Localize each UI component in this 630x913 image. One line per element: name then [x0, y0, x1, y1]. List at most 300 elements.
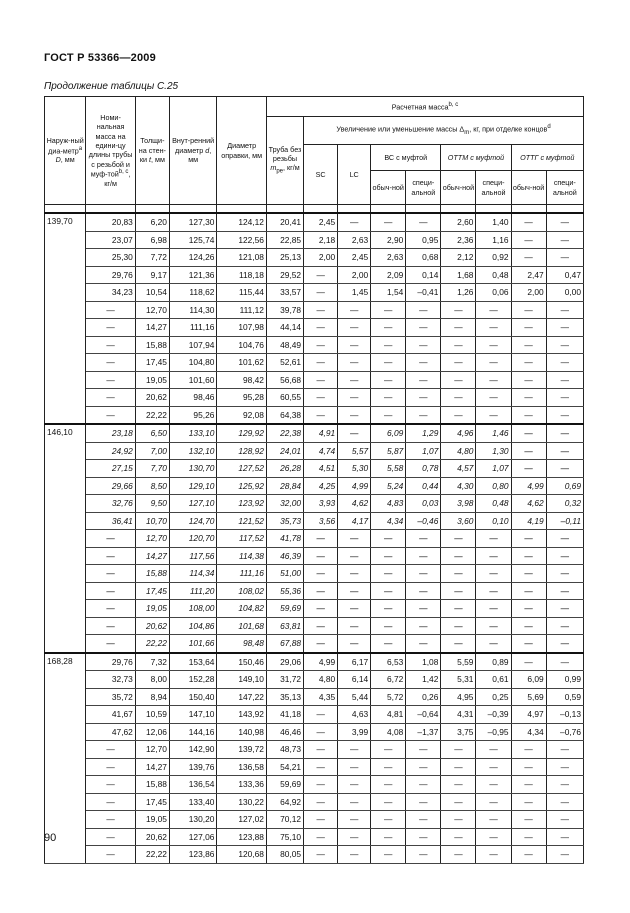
table-cell: 133,40 [169, 793, 216, 811]
table-cell: — [546, 635, 583, 653]
table-row [45, 266, 584, 284]
table-head [45, 97, 584, 214]
table-cell: 1,07 [406, 442, 441, 460]
table-cell: — [338, 828, 371, 846]
table-cell: 3,56 [304, 512, 338, 530]
table-cell: 111,16 [217, 565, 267, 583]
table-cell: — [476, 371, 511, 389]
table-cell: 1,46 [476, 424, 511, 442]
page-number: 90 [44, 832, 57, 844]
table-cell: — [546, 389, 583, 407]
head-ottg-special: специ-альной [546, 171, 583, 205]
table-cell: 111,12 [217, 301, 267, 319]
table-row [45, 389, 584, 407]
table-cell: — [511, 635, 546, 653]
table-cell: 64,92 [266, 793, 303, 811]
table-cell: — [86, 793, 136, 811]
table-cell: 2,63 [371, 249, 406, 267]
table-row [45, 301, 584, 319]
table-cell: — [406, 811, 441, 829]
table-cell: 127,52 [217, 460, 267, 478]
table-cell: — [304, 301, 338, 319]
table-cell: — [86, 301, 136, 319]
table-cell: 0,47 [546, 266, 583, 284]
table-cell: 150,40 [169, 688, 216, 706]
table-cell: 0,14 [406, 266, 441, 284]
table-cell: — [371, 793, 406, 811]
table-cell: 123,92 [217, 495, 267, 513]
table-cell: — [338, 846, 371, 864]
table-cell: — [511, 811, 546, 829]
table-cell: 4,35 [304, 688, 338, 706]
table-cell: — [441, 371, 476, 389]
table-cell: — [511, 741, 546, 759]
table-cell: 41,78 [266, 530, 303, 548]
table-cell: — [338, 811, 371, 829]
table-cell: 95,28 [217, 389, 267, 407]
table-cell: — [86, 600, 136, 618]
table-cell: 133,10 [169, 424, 216, 442]
table-cell: 5,44 [338, 688, 371, 706]
table-cell: 130,22 [217, 793, 267, 811]
table-cell: –0,39 [476, 706, 511, 724]
table-cell: 70,12 [266, 811, 303, 829]
table-cell: 128,92 [217, 442, 267, 460]
table-cell: — [546, 547, 583, 565]
table-cell: — [546, 442, 583, 460]
table-cell: — [546, 600, 583, 618]
table-cell: 104,80 [169, 354, 216, 372]
table-cell: 129,10 [169, 477, 216, 495]
table-cell: — [441, 354, 476, 372]
table-cell: 8,50 [135, 477, 169, 495]
table-cell: 1,16 [476, 231, 511, 249]
table-cell: 4,19 [511, 512, 546, 530]
table-cell: 124,12 [217, 213, 267, 231]
table-cell: 8,94 [135, 688, 169, 706]
table-cell: 6,72 [371, 671, 406, 689]
head-bc-regular: обыч-ной [371, 171, 406, 205]
table-cell: — [406, 336, 441, 354]
table-cell: — [546, 793, 583, 811]
table-cell: 6,50 [135, 424, 169, 442]
table-cell: — [476, 354, 511, 372]
table-cell: 1,40 [476, 213, 511, 231]
table-cell: — [441, 776, 476, 794]
table-cell: — [546, 530, 583, 548]
table-cell: — [338, 336, 371, 354]
table-cell: — [511, 424, 546, 442]
table-cell: — [338, 776, 371, 794]
table-cell: — [304, 793, 338, 811]
table-cell: 144,16 [169, 723, 216, 741]
table-row [45, 671, 584, 689]
table-cell: 125,92 [217, 477, 267, 495]
table-cell: 133,36 [217, 776, 267, 794]
table-cell: 147,22 [217, 688, 267, 706]
table-cell: — [476, 319, 511, 337]
table-row [45, 213, 584, 231]
table-cell: 127,10 [169, 495, 216, 513]
table-cell: 7,32 [135, 653, 169, 671]
table-cell: 6,98 [135, 231, 169, 249]
table-cell: 15,88 [135, 336, 169, 354]
table-cell: 0,92 [476, 249, 511, 267]
table-cell: — [511, 565, 546, 583]
table-cell: — [86, 406, 136, 424]
table-row [45, 793, 584, 811]
table-cell: 108,00 [169, 600, 216, 618]
table-cell: 22,22 [135, 406, 169, 424]
table-cell: 0,48 [476, 495, 511, 513]
table-cell: — [441, 336, 476, 354]
table-cell: –0,76 [546, 723, 583, 741]
table-cell: 19,05 [135, 371, 169, 389]
table-cell: — [86, 617, 136, 635]
table-cell: 108,02 [217, 582, 267, 600]
table-cell: — [546, 846, 583, 864]
table-cell: — [338, 600, 371, 618]
table-cell: 114,34 [169, 565, 216, 583]
table-cell: 32,00 [266, 495, 303, 513]
table-row [45, 284, 584, 302]
table-cell: 95,26 [169, 406, 216, 424]
table-cell: — [338, 371, 371, 389]
table-cell: 121,36 [169, 266, 216, 284]
table-cell: 25,13 [266, 249, 303, 267]
table-cell: 8,00 [135, 671, 169, 689]
table-cell: 4,17 [338, 512, 371, 530]
table-cell: — [304, 600, 338, 618]
table-cell: — [304, 828, 338, 846]
table-cell: 0,03 [406, 495, 441, 513]
table-cell: 54,21 [266, 758, 303, 776]
table-cell: — [476, 776, 511, 794]
table-cell: — [338, 547, 371, 565]
table-cell: — [441, 389, 476, 407]
table-cell: 2,45 [304, 213, 338, 231]
table-cell: 7,72 [135, 249, 169, 267]
table-row [45, 460, 584, 478]
table-cell: — [406, 354, 441, 372]
table-cell: — [371, 741, 406, 759]
table-cell: — [511, 442, 546, 460]
table-cell: 0,99 [546, 671, 583, 689]
table-cell: — [338, 424, 371, 442]
table-cell: 1,30 [476, 442, 511, 460]
table-cell: — [476, 741, 511, 759]
table-cell: 4,08 [371, 723, 406, 741]
table-cell: 0,00 [546, 284, 583, 302]
table-cell: — [86, 530, 136, 548]
table-cell: 4,83 [371, 495, 406, 513]
table-cell: 92,08 [217, 406, 267, 424]
table-cell: — [441, 406, 476, 424]
table-cell: — [441, 846, 476, 864]
table-cell: — [304, 336, 338, 354]
table-cell: 115,44 [217, 284, 267, 302]
table-cell: — [338, 617, 371, 635]
table-row [45, 741, 584, 759]
table-cell: — [338, 582, 371, 600]
table-row [45, 249, 584, 267]
table-row [45, 371, 584, 389]
table-cell: 1,42 [406, 671, 441, 689]
table-cell: — [511, 758, 546, 776]
table-cell: 130,70 [169, 460, 216, 478]
table-cell: — [511, 231, 546, 249]
table-cell: — [86, 389, 136, 407]
table-cell: 4,34 [371, 512, 406, 530]
table-cell: — [476, 389, 511, 407]
table-cell: — [371, 213, 406, 231]
table-cell: — [86, 741, 136, 759]
table-cell: 4,62 [338, 495, 371, 513]
table-cell: — [441, 565, 476, 583]
table-cell: 48,73 [266, 741, 303, 759]
table-cell: 17,45 [135, 354, 169, 372]
table-cell: — [86, 758, 136, 776]
table-cell: 121,08 [217, 249, 267, 267]
table-cell: — [511, 460, 546, 478]
head-ottm-special: специ-альной [476, 171, 511, 205]
table-cell: 5,24 [371, 477, 406, 495]
table-cell: — [476, 758, 511, 776]
table-cell: 127,06 [169, 828, 216, 846]
table-cell: — [511, 389, 546, 407]
table-cell: 4,97 [511, 706, 546, 724]
table-row [45, 723, 584, 741]
table-cell: 14,27 [135, 758, 169, 776]
table-cell: 4,81 [371, 706, 406, 724]
table-cell: 0,95 [406, 231, 441, 249]
table-cell: 2,00 [304, 249, 338, 267]
table-cell: 1,68 [441, 266, 476, 284]
table-cell: — [338, 389, 371, 407]
table-cell: 120,70 [169, 530, 216, 548]
table-cell: — [304, 371, 338, 389]
table-cell: 4,74 [304, 442, 338, 460]
table-cell: 6,09 [511, 671, 546, 689]
table-cell: 67,88 [266, 635, 303, 653]
table-cell: — [476, 635, 511, 653]
table-cell: 14,27 [135, 547, 169, 565]
table-cell: — [441, 600, 476, 618]
table-row [45, 530, 584, 548]
table-row [45, 688, 584, 706]
table-cell: — [86, 547, 136, 565]
table-cell: 25,30 [86, 249, 136, 267]
table-cell: 2,18 [304, 231, 338, 249]
table-cell: 22,38 [266, 424, 303, 442]
table-cell: — [441, 758, 476, 776]
table-cell: — [441, 582, 476, 600]
table-cell: 15,88 [135, 565, 169, 583]
diameter-group [45, 424, 584, 653]
table-row [45, 653, 584, 671]
table-cell: — [406, 776, 441, 794]
table-cell: — [406, 617, 441, 635]
table-cell: 4,63 [338, 706, 371, 724]
table-cell: 35,13 [266, 688, 303, 706]
table-cell: 29,06 [266, 653, 303, 671]
table-cell: — [511, 530, 546, 548]
table-cell: — [546, 617, 583, 635]
table-cell: — [371, 776, 406, 794]
table-cell: 114,38 [217, 547, 267, 565]
table-cell: — [546, 319, 583, 337]
head-bc: ВС с муфтой [371, 145, 441, 171]
table-cell: — [338, 741, 371, 759]
table-cell: 2,47 [511, 266, 546, 284]
table-cell: — [371, 635, 406, 653]
diameter-group [45, 653, 584, 864]
table-cell: 0,32 [546, 495, 583, 513]
table-cell: 124,26 [169, 249, 216, 267]
table-cell: — [511, 371, 546, 389]
table-cell: — [338, 635, 371, 653]
table-cell: 98,46 [169, 389, 216, 407]
table-cell: –1,37 [406, 723, 441, 741]
table-cell: — [406, 828, 441, 846]
table-cell: — [406, 793, 441, 811]
table-cell: 0,25 [476, 688, 511, 706]
table-cell: 29,76 [86, 266, 136, 284]
table-cell: –0,46 [406, 512, 441, 530]
table-cell: — [511, 617, 546, 635]
mass-table [44, 96, 584, 864]
table-row [45, 354, 584, 372]
table-row [45, 336, 584, 354]
table-cell: 122,56 [217, 231, 267, 249]
table-cell: — [304, 741, 338, 759]
table-cell: — [406, 547, 441, 565]
table-cell: 10,70 [135, 512, 169, 530]
table-cell: — [304, 811, 338, 829]
table-cell: 7,70 [135, 460, 169, 478]
table-cell: 17,45 [135, 793, 169, 811]
table-cell: 3,60 [441, 512, 476, 530]
table-cell: 121,52 [217, 512, 267, 530]
table-cell: 1,45 [338, 284, 371, 302]
table-cell: — [546, 776, 583, 794]
table-cell: 36,41 [86, 512, 136, 530]
table-cell: 5,31 [441, 671, 476, 689]
table-cell: — [546, 354, 583, 372]
table-caption: Продолжение таблицы С.25 [44, 81, 179, 92]
table-cell: 41,18 [266, 706, 303, 724]
table-cell: — [304, 758, 338, 776]
table-cell: — [304, 389, 338, 407]
table-cell: 0,10 [476, 512, 511, 530]
table-cell: — [338, 565, 371, 583]
table-cell: 23,07 [86, 231, 136, 249]
table-cell: 20,62 [135, 828, 169, 846]
table-cell: — [371, 530, 406, 548]
table-cell: 41,67 [86, 706, 136, 724]
table-cell: 59,69 [266, 600, 303, 618]
table-cell: 12,70 [135, 301, 169, 319]
table-cell: 5,58 [371, 460, 406, 478]
table-cell: 29,52 [266, 266, 303, 284]
table-cell: 1,07 [476, 460, 511, 478]
table-cell: — [441, 301, 476, 319]
table-cell: –0,41 [406, 284, 441, 302]
table-cell: 22,85 [266, 231, 303, 249]
table-cell: — [371, 406, 406, 424]
table-cell: 1,54 [371, 284, 406, 302]
outer-diameter-cell: 168,28 [45, 653, 86, 864]
table-cell: 9,50 [135, 495, 169, 513]
table-cell: — [406, 530, 441, 548]
table-cell: — [441, 530, 476, 548]
table-cell: 19,05 [135, 600, 169, 618]
table-row [45, 635, 584, 653]
table-cell: 22,22 [135, 846, 169, 864]
table-cell: 2,36 [441, 231, 476, 249]
head-plain-end: Труба без резьбы $m_{pe}$, кг/м [266, 117, 303, 205]
table-cell: 20,62 [135, 389, 169, 407]
table-cell: — [476, 600, 511, 618]
table-cell: — [546, 371, 583, 389]
table-cell: 20,62 [135, 617, 169, 635]
table-cell: 51,00 [266, 565, 303, 583]
table-row [45, 424, 584, 442]
table-cell: 152,28 [169, 671, 216, 689]
table-cell: — [511, 319, 546, 337]
table-cell: 12,70 [135, 530, 169, 548]
table-cell: 12,70 [135, 741, 169, 759]
table-cell: 5,57 [338, 442, 371, 460]
table-cell: — [546, 741, 583, 759]
table-cell: 143,92 [217, 706, 267, 724]
table-cell: 63,81 [266, 617, 303, 635]
table-cell: 9,17 [135, 266, 169, 284]
table-cell: 150,46 [217, 653, 267, 671]
table-cell: 10,59 [135, 706, 169, 724]
table-cell: 2,90 [371, 231, 406, 249]
table-cell: — [511, 249, 546, 267]
table-cell: — [304, 617, 338, 635]
table-cell: 0,48 [476, 266, 511, 284]
table-cell: 2,63 [338, 231, 371, 249]
table-cell: 20,83 [86, 213, 136, 231]
table-cell: — [371, 811, 406, 829]
table-cell: — [371, 565, 406, 583]
table-cell: 153,64 [169, 653, 216, 671]
table-cell: 6,17 [338, 653, 371, 671]
table-cell: — [476, 301, 511, 319]
table-row [45, 319, 584, 337]
table-cell: 2,00 [511, 284, 546, 302]
table-cell: 24,01 [266, 442, 303, 460]
table-cell: 12,06 [135, 723, 169, 741]
table-cell: — [406, 565, 441, 583]
head-sc: SC [304, 145, 338, 205]
table-cell: 48,49 [266, 336, 303, 354]
table-cell: — [371, 846, 406, 864]
table-cell: 118,62 [169, 284, 216, 302]
table-cell: — [406, 301, 441, 319]
table-cell: — [546, 653, 583, 671]
table-cell: 35,73 [266, 512, 303, 530]
table-cell: 4,51 [304, 460, 338, 478]
table-cell: 4,34 [511, 723, 546, 741]
table-cell: 3,75 [441, 723, 476, 741]
table-cell: 2,60 [441, 213, 476, 231]
table-row [45, 231, 584, 249]
head-calculated-mass: Расчетная масса$^{b, c}$ [266, 97, 583, 117]
